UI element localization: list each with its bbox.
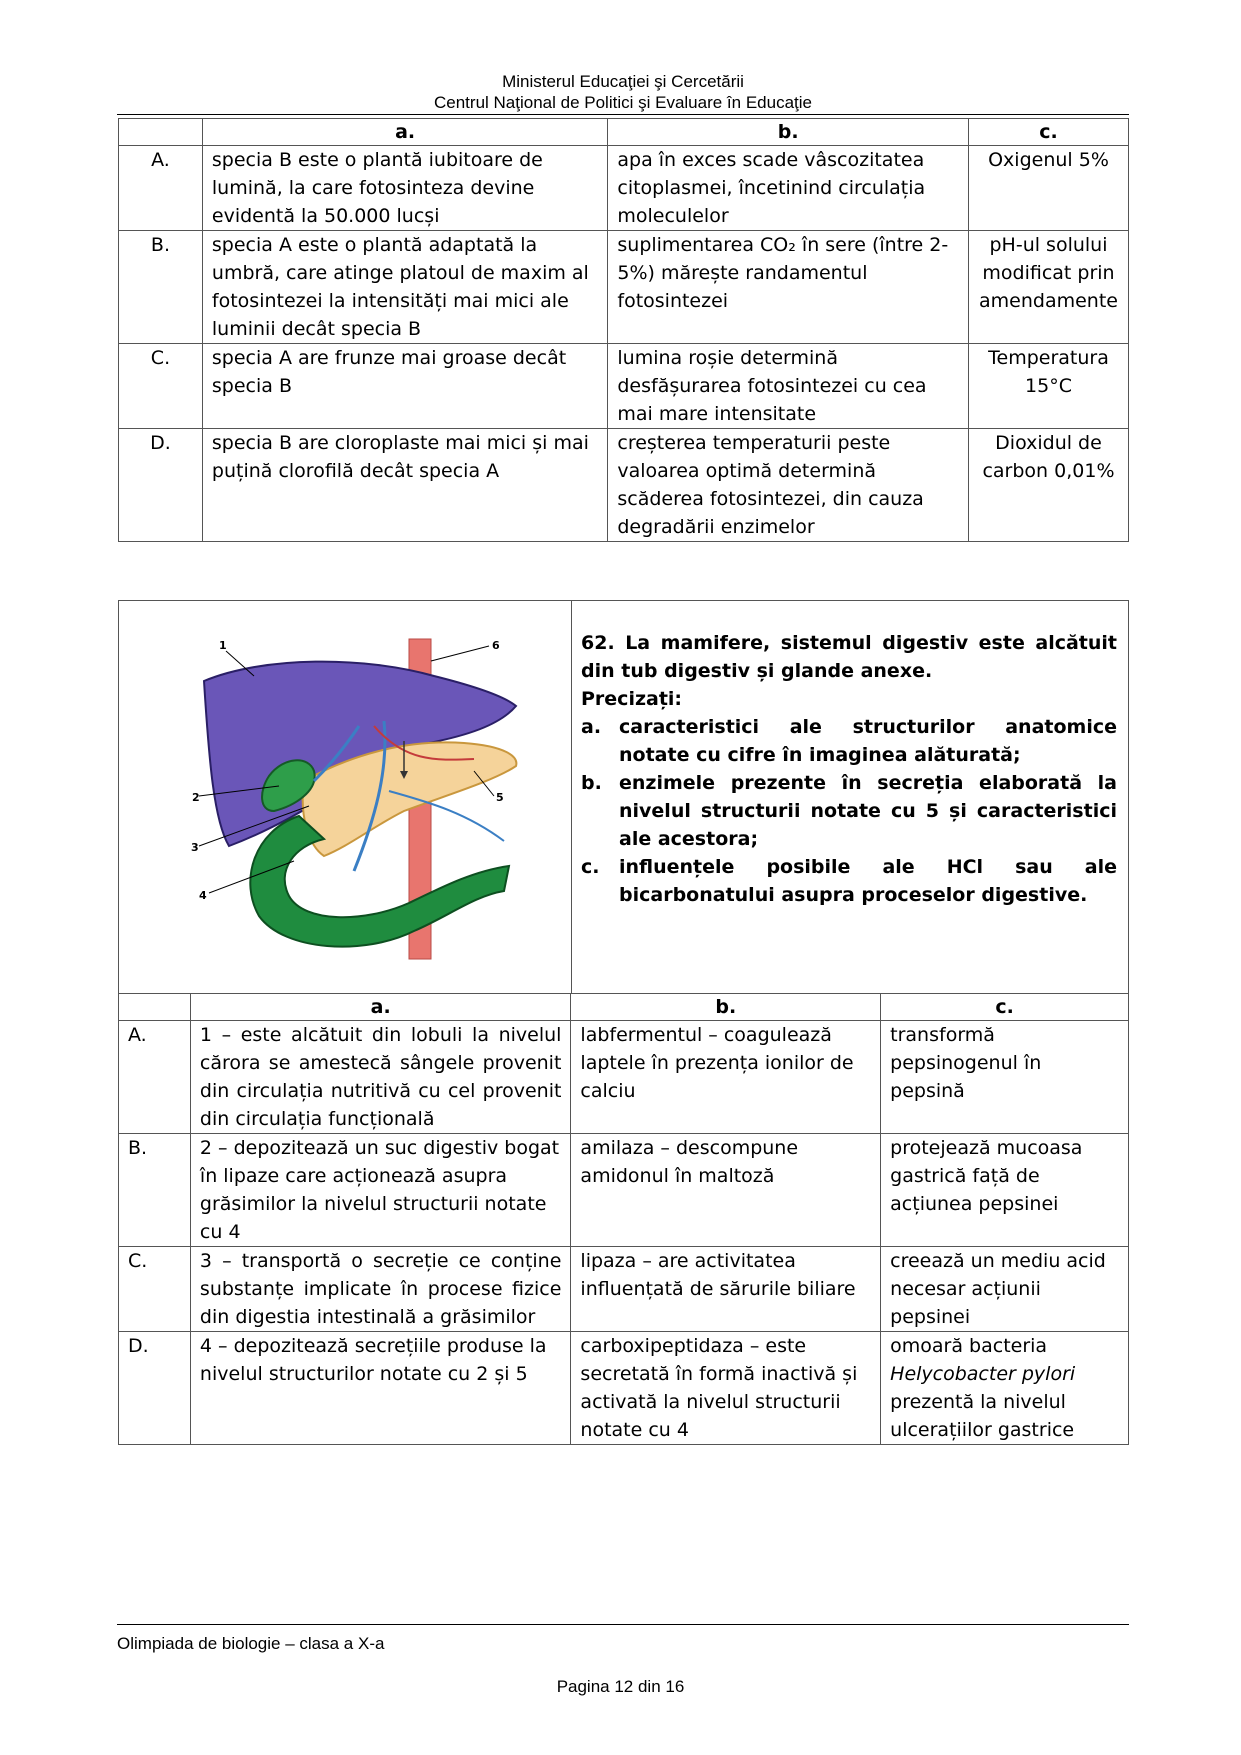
cell-c: Dioxidul de carbon 0,01% bbox=[968, 429, 1128, 542]
cell-c-text: omoară bacteria bbox=[890, 1335, 1048, 1357]
row-letter: A. bbox=[119, 146, 203, 231]
row-letter: C. bbox=[119, 344, 203, 429]
table-row bbox=[119, 429, 1129, 542]
question-62-text bbox=[581, 629, 1117, 909]
table-header-row bbox=[119, 119, 1129, 146]
cell-b: amilaza – descompune amidonul în maltoză bbox=[571, 1134, 881, 1247]
bacteria-name: Helycobacter pylori bbox=[890, 1363, 1076, 1385]
cell-b: creșterea temperaturii peste valoarea optimă determină scăderea fotosintezei, din cauza degradării enzimelor bbox=[608, 429, 969, 542]
table-row bbox=[119, 1332, 1129, 1445]
cell-a: specia B este o plantă iubitoare de lumină, la care fotosinteza devine evidentă la 50.000 lucși bbox=[202, 146, 607, 231]
cell-c bbox=[881, 1332, 1129, 1445]
question-prompt: Precizați: bbox=[581, 688, 683, 710]
header-center: Centrul Naţional de Politici şi Evaluare în Educaţie bbox=[434, 93, 812, 112]
column-header-b: b. bbox=[608, 119, 969, 146]
table-row bbox=[119, 146, 1129, 231]
cell-a: 2 – depozitează un suc digestiv bogat în lipaze care acționează asupra grăsimilor la nivelul structurii notate cu 4 bbox=[190, 1134, 571, 1247]
column-header-b: b. bbox=[571, 994, 881, 1021]
row-letter: D. bbox=[119, 429, 203, 542]
figure-label-2: 2 bbox=[192, 791, 200, 804]
cell-b: labfermentul – coagulează laptele în prezența ionilor de calciu bbox=[571, 1021, 881, 1134]
cell-c: protejează mucoasa gastrică față de acțiunea pepsinei bbox=[881, 1134, 1129, 1247]
cell-c: pH-ul solului modificat prin amendamente bbox=[968, 231, 1128, 344]
cell-a: specia B are cloroplaste mai mici și mai puțină clorofilă decât specia A bbox=[202, 429, 607, 542]
cell-a: 4 – depozitează secrețiile produse la nivelul structurilor notate cu 2 și 5 bbox=[190, 1332, 571, 1445]
cell-c: transformă pepsinogenul în pepsină bbox=[881, 1021, 1129, 1134]
page-number: Pagina 12 din 16 bbox=[556, 1677, 685, 1696]
column-header-c: c. bbox=[881, 994, 1129, 1021]
cell-c-text-after: prezentă la nivelul ulcerațiilor gastrice bbox=[890, 1391, 1075, 1441]
header-divider bbox=[117, 114, 1129, 115]
cell-b: apa în exces scade vâscozitatea citoplasmei, încetinind circulația moleculelor bbox=[608, 146, 969, 231]
cell-a: 1 – este alcătuit din lobuli la nivelul cărora se amestecă sângele provenit din circulația nutritivă cu cel provenit din circulația funcțională bbox=[190, 1021, 571, 1134]
duodenum-shape bbox=[250, 816, 509, 947]
cell-c: Temperatura 15°C bbox=[968, 344, 1128, 429]
table-row bbox=[119, 1247, 1129, 1332]
row-letter: A. bbox=[119, 1021, 191, 1134]
figure-label-1: 1 bbox=[219, 639, 227, 652]
item-letter: a. bbox=[581, 716, 602, 738]
cell-a: 3 – transportă o secreție ce conține substanțe implicate în procese fizice din digestia intestinală a grăsimilor bbox=[190, 1247, 571, 1332]
question-item bbox=[581, 713, 1117, 769]
question-62-box bbox=[118, 600, 1129, 994]
row-letter: C. bbox=[119, 1247, 191, 1332]
question-item bbox=[581, 853, 1117, 909]
item-letter: c. bbox=[581, 856, 600, 878]
digestive-organs-illustration bbox=[174, 631, 564, 966]
item-text: enzimele prezente în secreția elaborată la nivelul structurii notate cu 5 și caracteristici ale acestora; bbox=[619, 772, 1117, 850]
column-header-a: a. bbox=[202, 119, 607, 146]
cell-b: suplimentarea CO₂ în sere (între 2-5%) mărește randamentul fotosintezei bbox=[608, 231, 969, 344]
question-intro: 62. La mamifere, sistemul digestiv este alcătuit din tub digestiv și glande anexe. bbox=[581, 632, 1117, 682]
question-item bbox=[581, 769, 1117, 853]
row-letter: B. bbox=[119, 231, 203, 344]
table-row bbox=[119, 1021, 1129, 1134]
cell-a: specia A are frunze mai groase decât specia B bbox=[202, 344, 607, 429]
table-row bbox=[119, 1134, 1129, 1247]
table-row bbox=[119, 344, 1129, 429]
figure-label-5: 5 bbox=[496, 791, 504, 804]
cell-c: creează un mediu acid necesar acțiunii pepsinei bbox=[881, 1247, 1129, 1332]
row-letter: B. bbox=[119, 1134, 191, 1247]
header-ministry: Ministerul Educaţiei şi Cercetării bbox=[502, 72, 744, 91]
footer-divider bbox=[117, 1624, 1129, 1625]
footer-olympiad: Olimpiada de biologie – clasa a X-a bbox=[117, 1634, 385, 1653]
table-row bbox=[119, 231, 1129, 344]
figure-label-4: 4 bbox=[199, 889, 207, 902]
cell-a: specia A este o plantă adaptată la umbră, care atinge platoul de maxim al fotosintezei la intensități mai mici ale luminii decât specia B bbox=[202, 231, 607, 344]
cell-b: carboxipeptidaza – este secretată în formă inactivă și activată la nivelul structurii notate cu 4 bbox=[571, 1332, 881, 1445]
figure-label-3: 3 bbox=[191, 841, 199, 854]
column-header-c: c. bbox=[968, 119, 1128, 146]
row-letter: D. bbox=[119, 1332, 191, 1445]
cell-c: Oxigenul 5% bbox=[968, 146, 1128, 231]
table-header-row bbox=[119, 994, 1129, 1021]
item-text: influențele posibile ale HCl sau ale bicarbonatului asupra proceselor digestive. bbox=[619, 856, 1117, 906]
box-divider bbox=[571, 601, 572, 993]
item-text: caracteristici ale structurilor anatomice notate cu cifre în imaginea alăturată; bbox=[619, 716, 1117, 766]
cell-b: lipaza – are activitatea influențată de sărurile biliare bbox=[571, 1247, 881, 1332]
answer-table-61 bbox=[118, 118, 1129, 542]
answer-table-62 bbox=[118, 993, 1129, 1445]
item-letter: b. bbox=[581, 772, 602, 794]
cell-b: lumina roșie determină desfășurarea fotosintezei cu cea mai mare intensitate bbox=[608, 344, 969, 429]
figure-label-6: 6 bbox=[492, 639, 500, 652]
column-header-a: a. bbox=[190, 994, 571, 1021]
